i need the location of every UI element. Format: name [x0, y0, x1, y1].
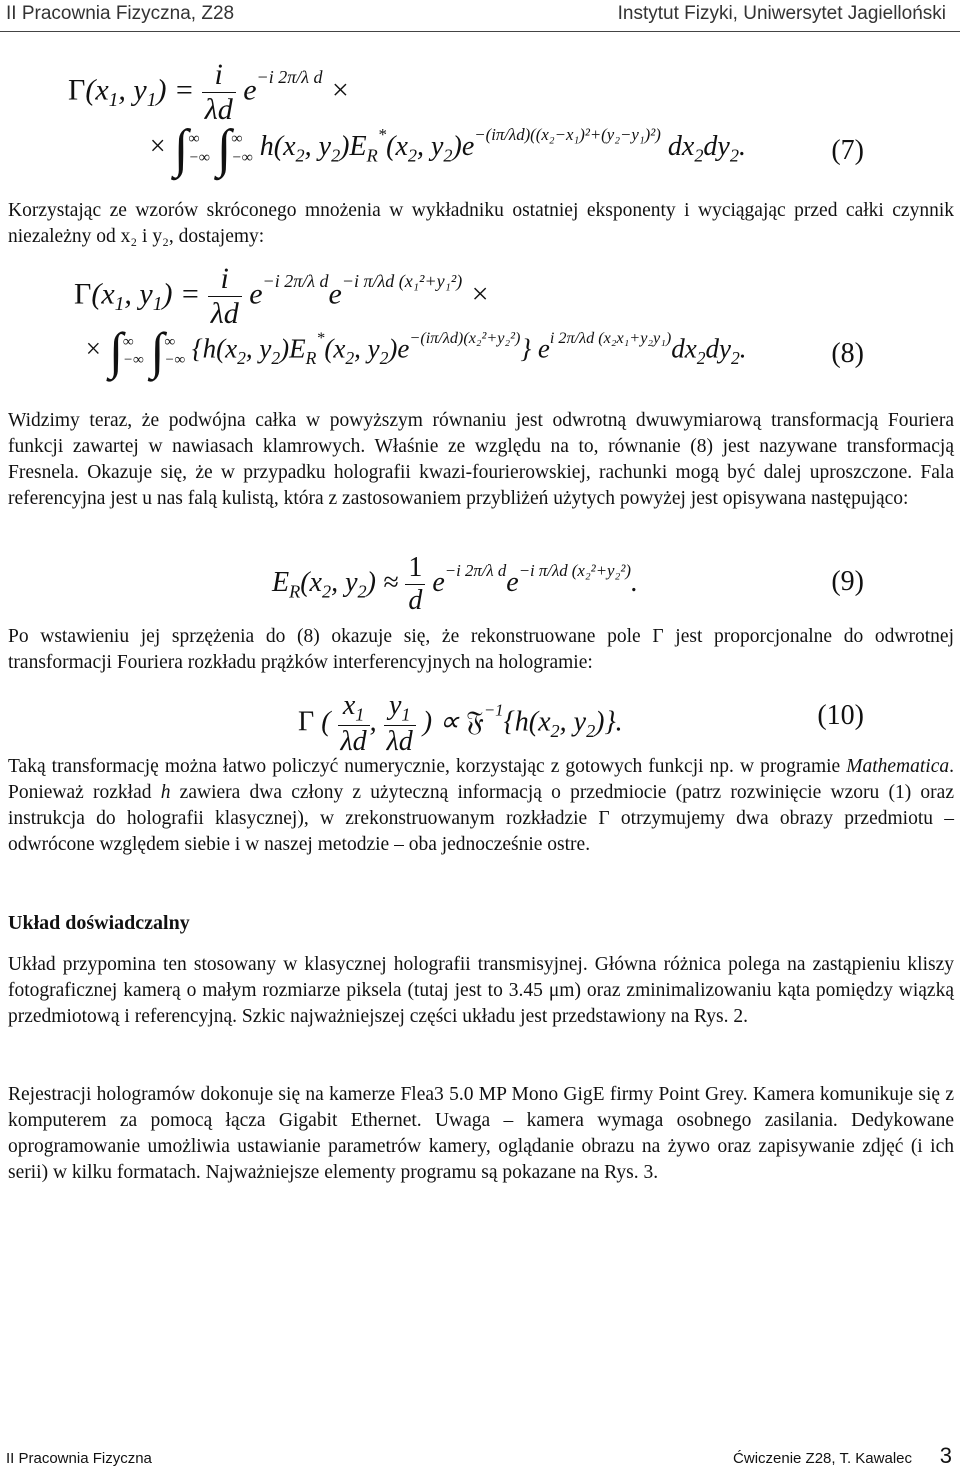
equation-8-line2: × ∫∞ −∞ ∫∞ −∞ {$h(x_2$, $y_2)E_R^*(x_2$, $y_2)e^{-(i\pi/\lambda d)(x_2^2+y_2^2)}$} $e^{i 2\pi/\lambda d (x_2x_1+y_2y_1)}dx_2dy_2$.	[84, 323, 747, 380]
equation-10: Γ ( $\frac{x_1}{\lambda d}$ , $\frac{y_1}{\lambda d}$ ) ∝ $𝔉^{-1}\{h(x_2$, $y_2$)}.	[298, 690, 623, 758]
footer-right: Ćwiczenie Z28, T. Kawalec	[733, 1450, 912, 1467]
equation-8-line1: $\Gamma(x_1$, $y_1$) = $\frac{i}{\lambda d}$ $e^{-i 2\pi/\lambda d}e^{-i \pi/\lambda d (x_1^2+y_1^2)}$ ×	[74, 262, 490, 330]
equation-7-number: (7)	[831, 135, 864, 166]
page-footer	[0, 1440, 960, 1470]
paragraph-4-part-b: . Ponieważ rozkład	[8, 756, 954, 803]
paragraph-4-part-a: Taką transformację można łatwo policzyć numerycznie, korzystając z gotowych funkcji np. w programie	[8, 756, 847, 777]
paragraph-4	[8, 754, 954, 858]
paragraph-4-italic-h: h	[160, 782, 171, 803]
paragraph-1: Korzystając ze wzorów skróconego mnożenia w wykładniku ostatniej eksponenty i wyciągając przed całki czynnik niezależny od x₂ i y₂, dostajemy:	[8, 200, 954, 247]
paragraph-6: Rejestracji hologramów dokonuje się na kamerze Flea3 5.0 MP Mono GigE firmy Point Grey. Kamera komunikuje się z komputerem za pomocą łącza Gigabit Ethernet. Uwaga – kamera wymaga osobnego zasilania. Dedykowane oprogramowanie umożliwia ustawianie parametrów kamery, oglądanie obrazu na żywo oraz zapisywanie zdjęć (i ich serii) w kilku formatach. Najważniejsze elementy programu są pokazane na Rys. 3.	[8, 1084, 954, 1183]
paragraph-5: Układ przypomina ten stosowany w klasycznej holografii transmisyjnej. Główna różnica polega na zastąpieniu kliszy fotograficznej kamerą o małym rozmiarze piksela (tutaj jest to 3.45 μm) oraz zminimalizowaniu kąta pomiędzy wiązką przedmiotową i referencyjną. Szkic najważniejszej części układu jest przedstawiony na Rys. 2.	[8, 954, 954, 1027]
footer-left: II Pracownia Fizyczna	[6, 1450, 152, 1467]
paragraph-4-italic-mathematica: Mathematica	[846, 756, 950, 777]
equation-9: $E_R(x_2$, $y_2$) ≈ $\frac{1}{d}$ $e^{-i 2\pi/\lambda d}e^{-i \pi/\lambda d (x_2^2+y_2^2)}$.	[272, 552, 638, 616]
equation-8-number: (8)	[831, 338, 864, 369]
header-left: II Pracownia Fizyczna, Z28	[6, 3, 235, 24]
paragraph-3: Po wstawieniu jej sprzężenia do (8) okazuje się, że rekonstruowane pole Γ jest proporcjonalne do odwrotnej transformacji Fouriera rozkładu prążków interferencyjnych na hologramie:	[8, 626, 954, 673]
equation-7-line2: × ∫∞ −∞ ∫∞ −∞ $h(x_2$, $y_2)E_R^*(x_2$, $y_2)e^{-(i\pi/\lambda d)((x_2-x_1)^2+(y_2-y_1)^2)}$ $dx_2dy_2$.	[148, 119, 746, 178]
page-number: 3	[939, 1443, 952, 1468]
section-heading: Układ doświadczalny	[8, 912, 190, 934]
paragraph-4-part-c: zawiera dwa człony z użyteczną informacją o przedmiocie (patrz rozwinięcie wzoru (1) oraz instrukcja do holografii klasycznej), w zrekonstruowanym rozkładzie Γ otrzymujemy dwa obrazy przedmiotu – odwrócone względem siebie i w naszej metodzie – oba jednocześnie ostre.	[8, 782, 954, 855]
paragraph-2: Widzimy teraz, że podwójna całka w powyższym równaniu jest odwrotną dwuwymiarową transformacją Fouriera funkcji zawartej w nawiasach klamrowych. Właśnie ze względu na to, równanie (8) jest nazywane transformacją Fresnela. Okazuje się, że w przypadku holografii kwazi-fourierowskiej, rachunki mogą być dalej uproszczone. Fala referencyjna jest u nas falą kulistą, która z zastosowaniem przybliżeń użytych powyżej jest opisywana następująco:	[8, 410, 954, 509]
equation-7-line1: $\Gamma(x_1$, $y_1$) = $\frac{i}{\lambda d}$ $e^{-i 2\pi/\lambda d}$ ×	[68, 58, 351, 126]
header-right: Instytut Fizyki, Uniwersytet Jagielloński	[617, 3, 946, 24]
page-header	[0, 0, 960, 32]
equation-10-number: (10)	[817, 700, 864, 731]
equation-9-number: (9)	[831, 566, 864, 597]
